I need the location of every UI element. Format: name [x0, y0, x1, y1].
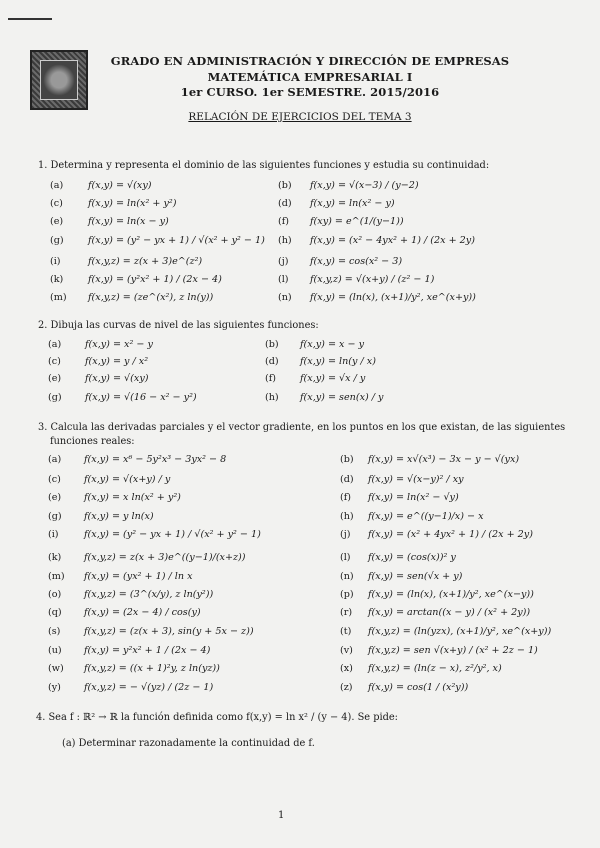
q3-label: (l)	[340, 552, 351, 563]
q2-label: (f)	[265, 373, 277, 384]
q3-label: (s)	[48, 626, 61, 637]
q2-label: (c)	[48, 356, 61, 367]
q3-expression: f(x,y,z) = sen √(x+y) / (x² + 2z − 1)	[368, 645, 538, 656]
q3-expression: f(x,y) = (x² + 4yx² + 1) / (2x + 2y)	[368, 529, 533, 540]
q2-label: (d)	[265, 356, 279, 367]
q1-label: (n)	[278, 292, 292, 303]
q3-expression: f(x,y,z) = (z(x + 3), sin(y + 5x − z))	[84, 626, 254, 637]
q3-label: (o)	[48, 589, 62, 600]
q1-label: (h)	[278, 235, 292, 246]
q1-expression: f(x,y) = (y²x² + 1) / (2x − 4)	[88, 274, 222, 285]
q3-label: (h)	[340, 511, 354, 522]
q3-expression: f(x,y) = (ln(x), (x+1)/y², xe^(x−y))	[368, 589, 534, 600]
q3-label: (j)	[340, 529, 351, 540]
q3-expression: f(x,y) = arctan((x − y) / (x² + 2y))	[368, 607, 531, 618]
q3-label: (p)	[340, 589, 354, 600]
page-number: 1	[278, 810, 285, 821]
q3-expression: f(x,y) = x⁶ − 5y²x³ − 3yx² − 8	[84, 454, 227, 465]
q3-expression: f(x,y) = √(x+y) / y	[84, 474, 171, 485]
q1-label: (a)	[50, 180, 64, 191]
q3-label: (y)	[48, 682, 61, 693]
q1-label: (e)	[50, 216, 64, 227]
q3-expression: f(x,y) = (2x − 4) / cos(y)	[84, 607, 201, 618]
q1-expression: f(xy) = e^(1/(y−1))	[310, 216, 404, 227]
q3-expression: f(x,y) = x√(x³) − 3x − y − √(yx)	[368, 454, 520, 465]
q3-label: (m)	[48, 571, 65, 582]
q1-label: (l)	[278, 274, 289, 285]
q3-expression: f(x,y) = (y² − yx + 1) / √(x² + y² − 1)	[84, 529, 261, 540]
q2-expression: f(x,y) = √(16 − x² − y²)	[85, 392, 197, 403]
q3-label: (t)	[340, 626, 352, 637]
q3-label: (a)	[48, 454, 62, 465]
q3-expression: f(x,y) = √(x−y)² / xy	[368, 474, 464, 485]
q3-label: (b)	[340, 454, 354, 465]
q3-label: (e)	[48, 492, 62, 503]
q2-expression: f(x,y) = x − y	[300, 339, 365, 350]
q3-label: (v)	[340, 645, 353, 656]
q2-expression: f(x,y) = x² − y	[85, 339, 153, 350]
q3-label: (u)	[48, 645, 62, 656]
q3-expression: f(x,y) = cos(1 / (x²y))	[368, 682, 469, 693]
q3-label: (q)	[48, 607, 62, 618]
q2-expression: f(x,y) = sen(x) / y	[300, 392, 384, 403]
q3-label: (z)	[340, 682, 353, 693]
q3-label: (d)	[340, 474, 354, 485]
exercise-title: RELACIÓN DE EJERCICIOS DEL TEMA 3	[188, 111, 412, 123]
q2-expression: f(x,y) = √(xy)	[85, 373, 149, 384]
q2-expression: f(x,y) = √x / y	[300, 373, 366, 384]
q3-statement: 3. Calcula las derivadas parciales y el vector gradiente, en los puntos en los que existan, de las siguientes	[38, 422, 566, 433]
q1-label: (j)	[278, 256, 289, 267]
q4-statement: 4. Sea f : ℝ² → ℝ la función definida como f(x,y) = ln x² / (y − 4). Se pide:	[36, 712, 398, 723]
q3-expression: f(x,y) = x ln(x² + y²)	[84, 492, 181, 503]
scan-mark	[8, 18, 52, 20]
q3-expression: f(x,y) = sen(√x + y)	[368, 571, 463, 582]
q1-label: (f)	[278, 216, 290, 227]
q1-expression: f(x,y) = (y² − yx + 1) / √(x² + y² − 1)	[88, 235, 265, 246]
q3-label: (w)	[48, 663, 64, 674]
q1-expression: f(x,y) = (x² − 4yx² + 1) / (2x + 2y)	[310, 235, 475, 246]
q3-statement-cont: funciones reales:	[50, 436, 135, 447]
q1-expression: f(x,y) = √(xy)	[88, 180, 152, 191]
q3-expression: f(x,y) = ln(x² − √y)	[368, 492, 459, 503]
q1-expression: f(x,y) = cos(x² − 3)	[310, 256, 403, 267]
q2-expression: f(x,y) = ln(y / x)	[300, 356, 376, 367]
q3-expression: f(x,y,z) = (ln(yzx), (x+1)/y², xe^(x+y))	[368, 626, 552, 637]
q3-expression: f(x,y) = (yx² + 1) / ln x	[84, 571, 193, 582]
q2-expression: f(x,y) = y / x²	[85, 356, 149, 367]
q3-label: (r)	[340, 607, 353, 618]
q3-expression: f(x,y,z) = ((x + 1)²y, z ln(yz))	[84, 663, 220, 674]
header-subject: MATEMÁTICA EMPRESARIAL I	[207, 70, 413, 84]
q1-expression: f(x,y) = ln(x² − y)	[310, 198, 395, 209]
q1-label: (c)	[50, 198, 63, 209]
q3-expression: f(x,y) = y ln(x)	[84, 511, 154, 522]
q1-expression: f(x,y,z) = (ze^(x²), z ln(y))	[88, 292, 214, 303]
q1-label: (m)	[50, 292, 67, 303]
q1-expression: f(x,y,z) = √(x+y) / (z² − 1)	[310, 274, 435, 285]
q3-label: (k)	[48, 552, 62, 563]
q3-label: (g)	[48, 511, 62, 522]
q2-label: (b)	[265, 339, 279, 350]
q3-expression: f(x,y,z) = z(x + 3)e^((y−1)/(x+z))	[84, 552, 246, 563]
q1-label: (d)	[278, 198, 292, 209]
header-degree: GRADO EN ADMINISTRACIÓN Y DIRECCIÓN DE EMPRESAS	[110, 54, 510, 68]
q3-label: (n)	[340, 571, 354, 582]
q2-label: (a)	[48, 339, 62, 350]
header-course: 1er CURSO. 1er SEMESTRE. 2015/2016	[180, 85, 440, 99]
q1-label: (b)	[278, 180, 292, 191]
university-logo	[30, 50, 88, 110]
q3-label: (i)	[48, 529, 59, 540]
q3-expression: f(x,y,z) = − √(yz) / (2z − 1)	[84, 682, 214, 693]
q2-label: (h)	[265, 392, 279, 403]
q1-expression: f(x,y) = ln(x − y)	[88, 216, 169, 227]
q3-expression: f(x,y,z) = (ln(z − x), z²/y², x)	[368, 663, 502, 674]
q1-label: (k)	[50, 274, 64, 285]
q1-expression: f(x,y) = √(x−3) / (y−2)	[310, 180, 419, 191]
q1-label: (g)	[50, 235, 64, 246]
q1-expression: f(x,y,z) = z(x + 3)e^(z²)	[88, 256, 203, 267]
q2-statement: 2. Dibuja las curvas de nivel de las siguientes funciones:	[38, 320, 319, 331]
q3-label: (f)	[340, 492, 352, 503]
q3-expression: f(x,y,z) = (3^(x/y), z ln(y²))	[84, 589, 214, 600]
q3-expression: f(x,y) = e^((y−1)/x) − x	[368, 511, 484, 522]
q3-expression: f(x,y) = (cos(x))² y	[368, 552, 456, 563]
q4-part-a: (a) Determinar razonadamente la continuidad de f.	[62, 738, 315, 749]
q3-expression: f(x,y) = y²x² + 1 / (2x − 4)	[84, 645, 211, 656]
q3-label: (x)	[340, 663, 353, 674]
q1-expression: f(x,y) = (ln(x), (x+1)/y², xe^(x+y))	[310, 292, 476, 303]
q2-label: (e)	[48, 373, 62, 384]
q1-label: (i)	[50, 256, 61, 267]
q1-expression: f(x,y) = ln(x² + y²)	[88, 198, 177, 209]
q2-label: (g)	[48, 392, 62, 403]
q1-statement: 1. Determina y representa el dominio de las siguientes funciones y estudia su continuidad:	[38, 160, 490, 171]
q3-label: (c)	[48, 474, 61, 485]
